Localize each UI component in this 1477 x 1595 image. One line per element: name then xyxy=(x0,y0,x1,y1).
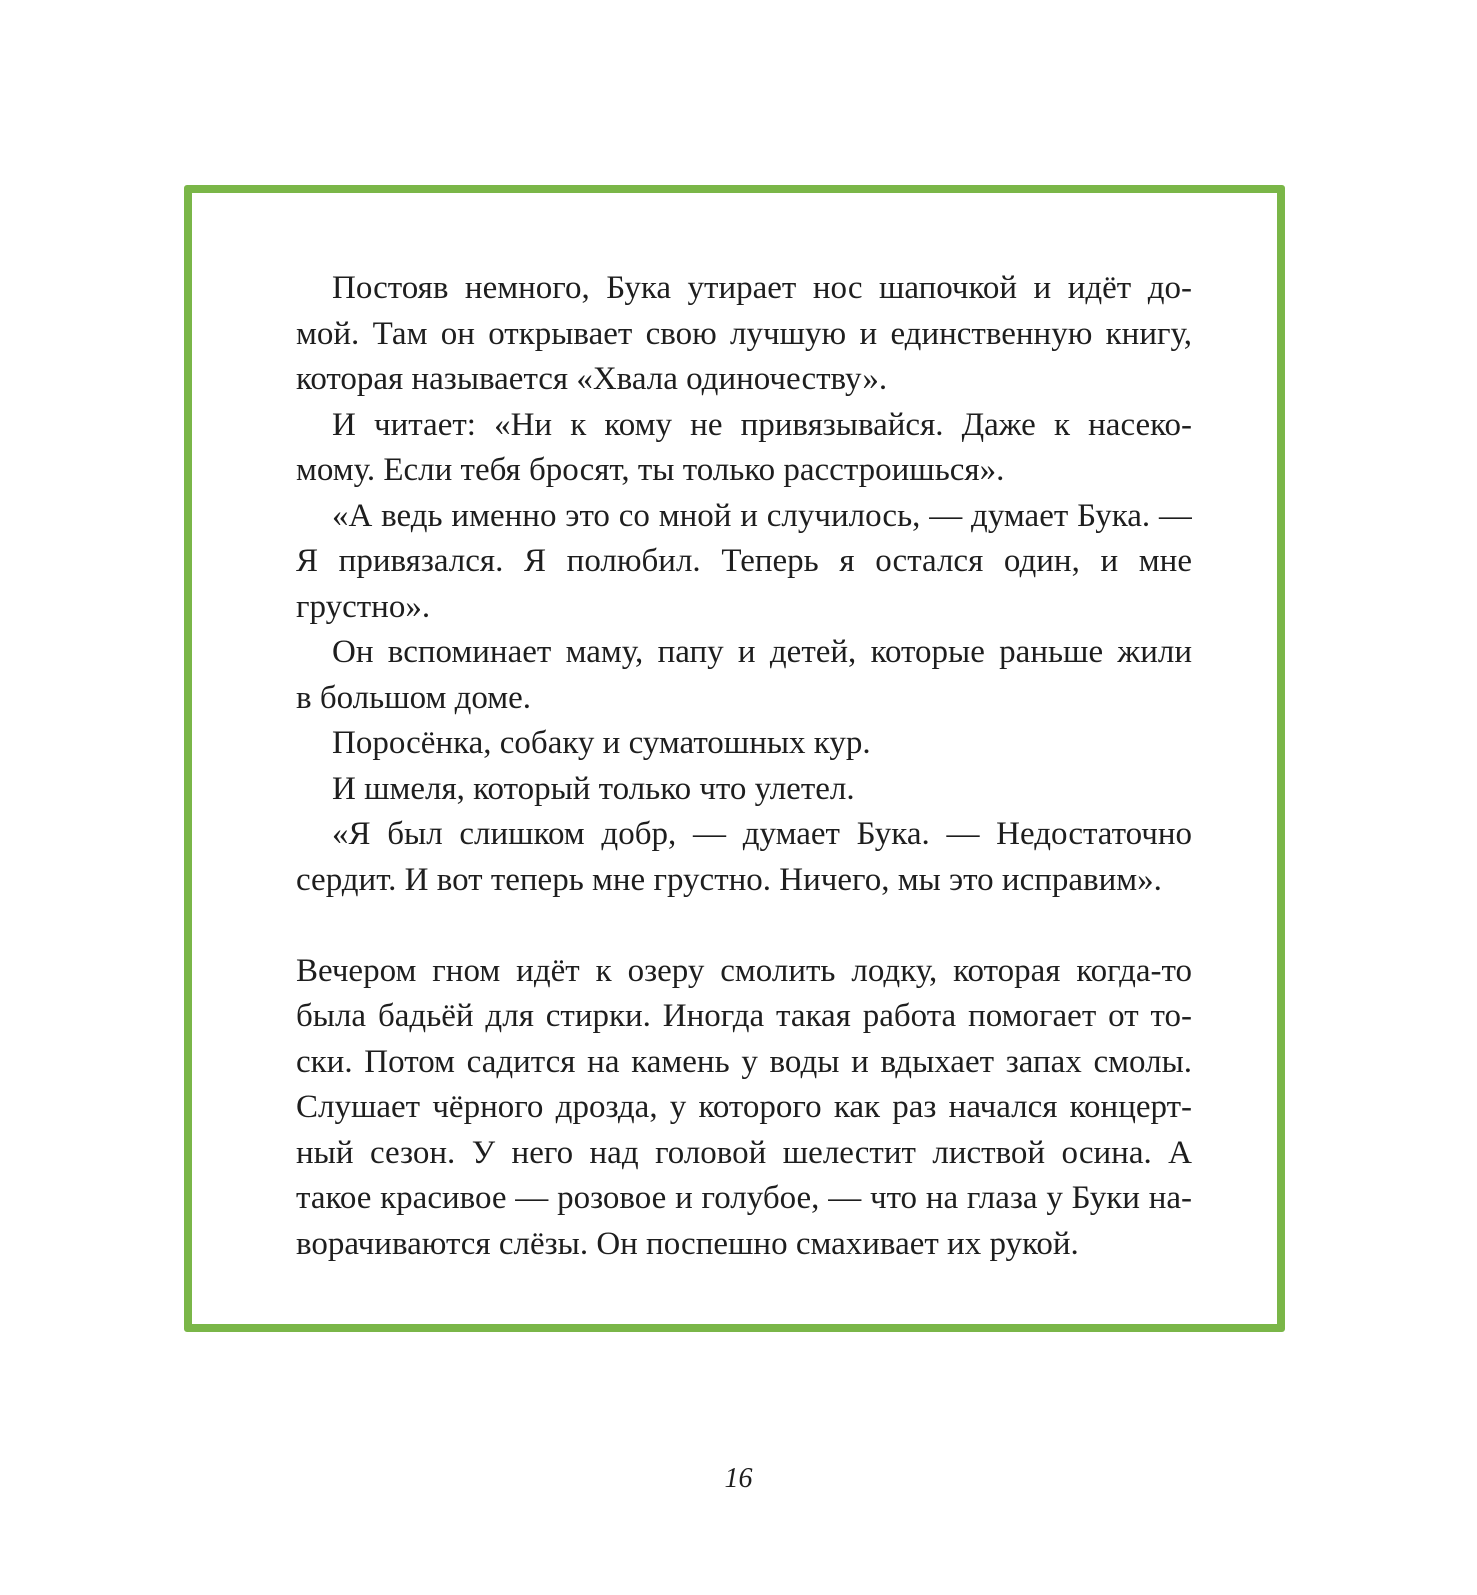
text-line: которая называется «Хвала одиночеству». xyxy=(296,361,888,397)
text-line: Поросёнка, собаку и суматошных кур. xyxy=(332,725,871,761)
text-line: в большом доме. xyxy=(296,679,532,716)
page-number: 16 xyxy=(724,1463,753,1494)
text-line: ски. Потом садится на камень у воды и вдыхает запах смолы. xyxy=(296,1043,1192,1080)
text-line: была бадьёй для стирки. Иногда такая работа помогает от то- xyxy=(296,998,1192,1034)
text-line: Вечером гном идёт к озеру смолить лодку, которая когда-то xyxy=(296,952,1192,989)
text-line: И шмеля, который только что улетел. xyxy=(332,770,855,807)
text-line: ворачиваются слёзы. Он поспешно смахивает их рукой. xyxy=(296,1225,1079,1262)
text-line: Постояв немного, Бука утирает нос шапочкой и идёт до- xyxy=(332,270,1192,306)
text-line: Он вспоминает маму, папу и детей, которые раньше жили xyxy=(332,634,1192,670)
text-line: Слушает чёрного дрозда, у которого как раз начался концерт- xyxy=(296,1089,1192,1125)
text-line: мому. Если тебя бросят, ты только расстроишься». xyxy=(296,452,1005,488)
text-line: сердит. И вот теперь мне грустно. Ничего, мы это исправим». xyxy=(296,861,1162,898)
text-line: «Я был слишком добр, — думает Бука. — Недостаточно xyxy=(332,816,1192,852)
text-line: такое красивое — розовое и голубое, — что на глаза у Буки на- xyxy=(296,1180,1192,1216)
paragraph-gap xyxy=(296,903,1192,949)
text-line: Я привязался. Я полюбил. Теперь я остался один, и мне xyxy=(296,543,1192,579)
text-line: ный сезон. У него над головой шелестит листвой осина. А xyxy=(296,1134,1192,1171)
body-text xyxy=(296,266,1192,1267)
text-line: И читает: «Ни к кому не привязывайся. Даже к насеко- xyxy=(332,406,1192,443)
text-line: мой. Там он открывает свою лучшую и единственную книгу, xyxy=(296,315,1192,352)
text-line: «А ведь именно это со мной и случилось, — думает Бука. — xyxy=(332,497,1192,534)
text-line: грустно». xyxy=(296,588,431,625)
